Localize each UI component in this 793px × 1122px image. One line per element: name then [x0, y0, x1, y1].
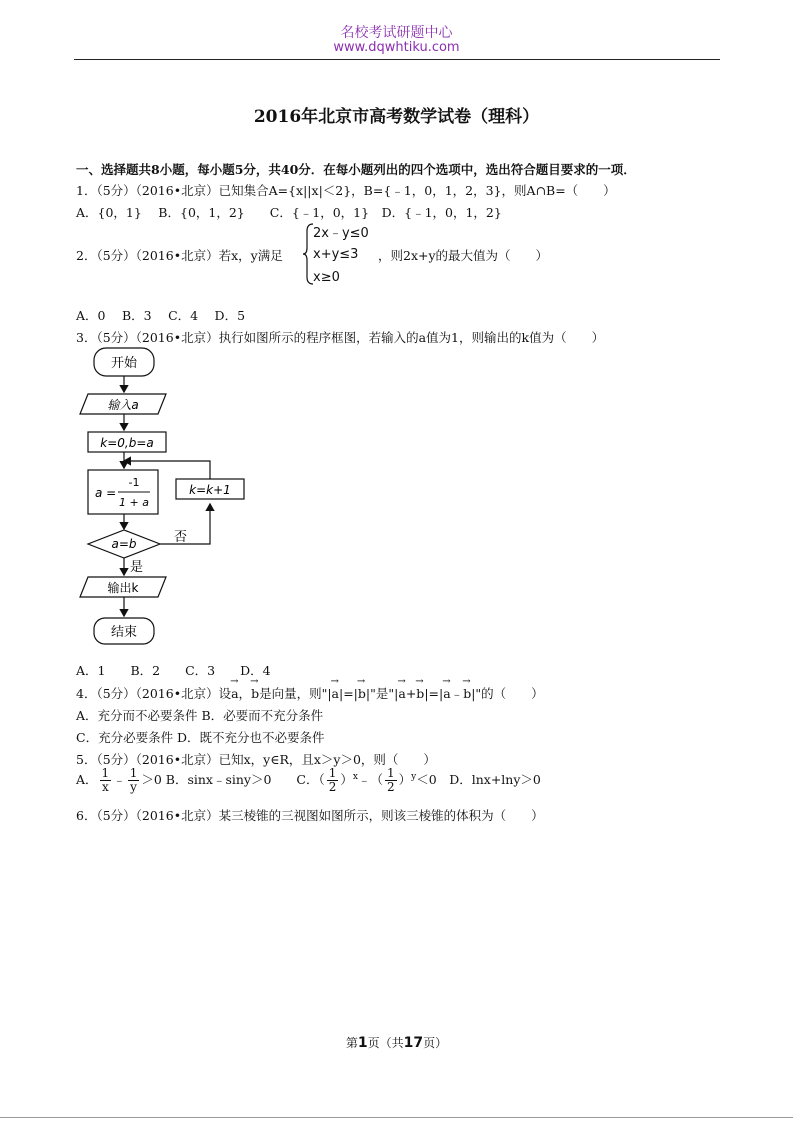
- question-5-options: [76, 764, 541, 794]
- question-4-stem: [76, 684, 544, 702]
- q5-c-tail: ＜0 D．lnx+lny＞0: [416, 772, 541, 788]
- vector-a: → a: [231, 686, 238, 701]
- header-school: 名校考试研题中心: [340, 25, 453, 41]
- footer-pre: 第: [345, 1036, 358, 1050]
- page-footer: [0, 1034, 793, 1051]
- footer-mid: 页（共: [367, 1036, 404, 1050]
- question-3-options: A．1 B．2 C．3 D．4: [76, 663, 271, 678]
- q4-comma: ，: [238, 686, 252, 701]
- q5-frac-half-2: $\frac{1}{2}$: [387, 766, 395, 795]
- header-url[interactable]: www.dqwhtiku.com: [333, 40, 460, 55]
- flow-yes-label: 是: [130, 560, 144, 575]
- flow-input-label: 输入a: [107, 398, 139, 412]
- q4-part-3: |=|: [339, 686, 358, 701]
- flow-no-label: 否: [174, 530, 188, 545]
- flowchart: [74, 344, 254, 649]
- question-3-stem: 3．（5分）（2016•北京）执行如图所示的程序框图，若输入的a值为1，则输出的k值为（ ）: [76, 330, 605, 345]
- q5-c-mid2: ﹣（: [357, 772, 383, 788]
- flow-init-label: k=0,b=a: [100, 436, 154, 450]
- footer-post: 页）: [423, 1036, 448, 1050]
- q5-c-sup-y: y: [411, 772, 417, 782]
- q5-frac-half-1: $\frac{1}{2}$: [328, 766, 337, 795]
- q4-part-1: 4．（5分）（2016•北京）设: [76, 686, 232, 701]
- question-1-stem: 1．（5分）（2016•北京）已知集合A={x||x|＜2}，B={﹣1，0，1，2，3}，则A∩B=（ ）: [76, 183, 616, 198]
- question-6-stem: 6．（5分）（2016•北京）某三棱锥的三视图如图所示，则该三棱锥的体积为（ ）: [76, 808, 544, 823]
- q5-a-minus: ﹣: [113, 772, 126, 788]
- flow-end-label: 结束: [110, 625, 138, 640]
- question-2-options: A．0 B．3 C．4 D．5: [76, 308, 246, 323]
- system-line-2: x+y≤3: [313, 247, 359, 262]
- q5-c-sup-x: x: [352, 772, 358, 782]
- bottom-divider: [0, 1117, 793, 1118]
- q5-frac-1-over-y: $\frac{1}{y}$: [129, 766, 138, 795]
- footer-page-number: 1: [357, 1035, 368, 1051]
- q5-a-label: A．: [76, 772, 98, 788]
- question-4-options-1: A．充分而不必要条件 B．必要而不充分条件: [76, 708, 324, 723]
- q5-c-mid3: ）: [398, 772, 412, 788]
- flow-inc-label: k=k+1: [189, 483, 231, 497]
- flow-assign-denominator: 1 + a: [119, 496, 149, 509]
- flow-output-label: 输出k: [107, 581, 139, 595]
- page-title: 2016年北京市高考数学试卷（理科）: [253, 107, 540, 127]
- vector-b-3: → b: [416, 686, 424, 701]
- question-4-options-2: C．充分必要条件 D．既不充分也不必要条件: [76, 730, 325, 745]
- flow-assign-numerator: -1: [128, 476, 140, 489]
- section-heading: 一、选择题共8小题，每小题5分，共40分．在每小题列出的四个选项中，选出符合题目要求的一项．: [76, 162, 636, 177]
- q5-c-mid: ）: [340, 772, 353, 788]
- q5-a-tail: ＞0 B．sinx﹣siny＞0 C．（: [141, 772, 325, 788]
- flow-start-label: 开始: [110, 356, 138, 371]
- vector-a-2: → a: [332, 686, 339, 701]
- question-2-stem-after: ，则2x+y的最大值为（ ）: [378, 248, 549, 263]
- question-5-stem: 5．（5分）（2016•北京）已知x，y∈R，且x＞y＞0，则（ ）: [76, 752, 436, 767]
- vector-a-4: → a: [443, 686, 450, 701]
- q4-plus: +: [405, 686, 417, 701]
- q4-minus: ﹣: [450, 686, 464, 701]
- vector-b: → b: [251, 686, 259, 701]
- q5-frac-1-over-x: $\frac{1}{x}$: [101, 766, 110, 795]
- q4-part-4: |"是"|: [365, 686, 399, 701]
- question-2-stem-before: 2．（5分）（2016•北京）若x，y满足: [76, 248, 283, 263]
- q4-part-5: |=|: [424, 686, 444, 701]
- vector-a-3: → a: [398, 686, 405, 701]
- q4-part-2: 是向量，则"|: [259, 686, 332, 701]
- system-line-3: x≥0: [313, 270, 340, 285]
- question-1-options: A．{0，1} B．{0，1，2} C．{﹣1，0，1} D．{﹣1，0，1，2}: [76, 205, 502, 220]
- vector-b-4: → b: [463, 686, 471, 701]
- system-line-1: 2x﹣y≤0: [313, 226, 369, 241]
- flow-cond-label: a=b: [111, 537, 137, 551]
- header-divider: [74, 59, 720, 60]
- footer-total-pages: 17: [403, 1035, 424, 1051]
- vector-b-2: → b: [358, 686, 366, 701]
- q4-part-6: |"的（ ）: [471, 686, 544, 701]
- flow-assign-left: a =: [95, 486, 117, 500]
